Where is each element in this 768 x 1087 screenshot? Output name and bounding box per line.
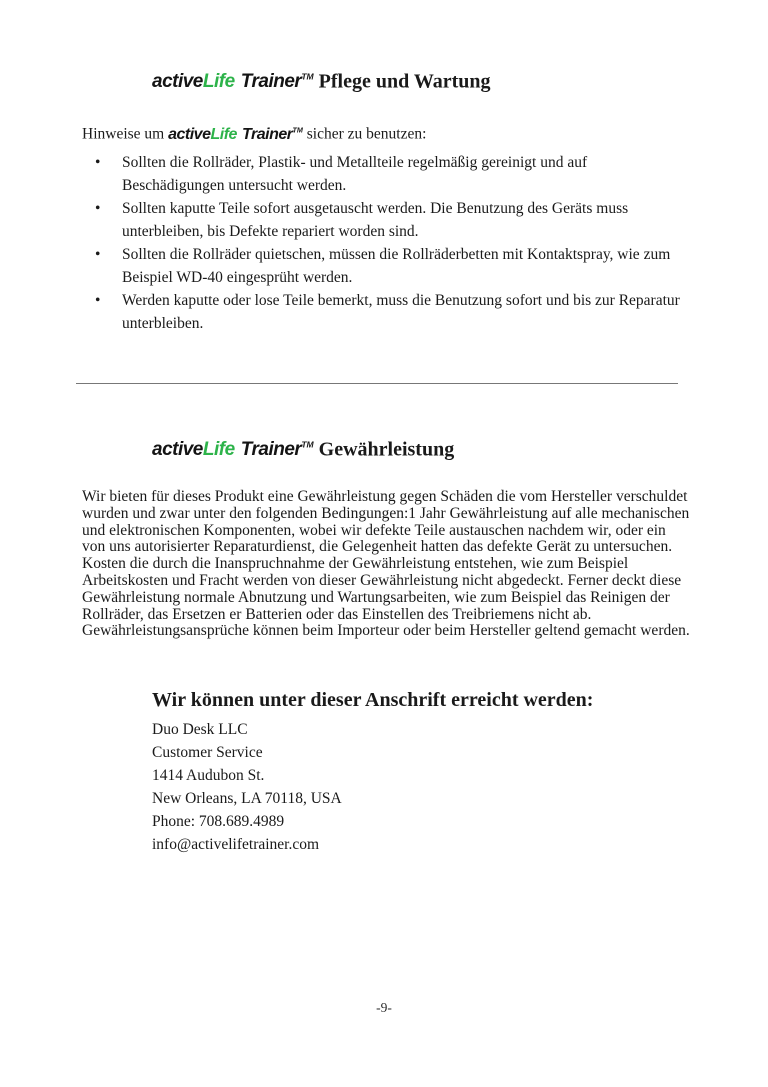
bullet-icon: •: [95, 199, 101, 217]
trademark-symbol: TM: [301, 439, 314, 450]
bullet-text: Sollten kaputte Teile sofort ausgetauscht werden. Die Benutzung des Geräts muss unterbleiben, bis Defekte repariert worden sind.: [122, 199, 629, 240]
section-divider: [76, 383, 678, 384]
contact-line-department: Customer Service: [152, 744, 263, 762]
brand-part-life: Life: [202, 438, 235, 460]
trademark-symbol: TM: [292, 125, 303, 135]
contact-line-company: Duo Desk LLC: [152, 721, 248, 739]
section1-intro: [82, 121, 692, 143]
section1-title: [152, 0, 692, 93]
bullet-text: Sollten die Rollräder, Plastik- und Metallteile regelmäßig gereinigt und auf Beschädigungen untersucht werden.: [122, 153, 588, 194]
brand-logo-inline: [168, 126, 303, 143]
bullet-icon: •: [95, 245, 101, 263]
brand-part-trainer: Trainer: [240, 438, 302, 460]
brand-part-life: Life: [202, 71, 235, 93]
list-item: [82, 151, 692, 197]
brand-logo: [152, 439, 314, 460]
list-item: [82, 289, 692, 335]
list-item: [82, 243, 692, 289]
brand-part-trainer: Trainer: [240, 71, 302, 93]
bullet-icon: •: [95, 291, 101, 309]
bullet-text: Werden kaputte oder lose Teile bemerkt, muss die Benutzung sofort und bis zur Reparatur unterbleiben.: [122, 291, 680, 332]
contact-heading: Wir können unter dieser Anschrift erreicht werden:: [152, 689, 594, 712]
contact-address-block: [152, 718, 692, 856]
contact-line-email: info@activelifetrainer.com: [152, 836, 320, 854]
brand-logo: [152, 71, 314, 92]
list-item: [82, 197, 692, 243]
brand-part-active: active: [168, 125, 211, 143]
brand-part-active: active: [152, 438, 203, 460]
contact-line-street: 1414 Audubon St.: [152, 767, 265, 785]
brand-part-trainer: Trainer: [242, 125, 293, 143]
brand-part-life: Life: [210, 125, 237, 143]
intro-prefix: Hinweise um: [82, 125, 169, 143]
warranty-paragraph: Wir bieten für dieses Produkt eine Gewährleistung gegen Schäden die vom Hersteller verschuldet wurden und zwar unter den folgenden Bedingungen:1 Jahr Gewährleistung auf alle mechanischen und elektronischen Komponenten, wobei wir defekte Teile austauschen nachdem wir, oder ein von uns autorisierter Reparaturdienst, die Gelegenheit hatten das defekte Gerät zu untersuchen. Kosten die durch die Inanspruchnahme der Gewährleistung entstehen, wie zum Beispiel Arbeitskosten und Fracht werden von dieser Gewährleistung nicht abgedeckt. Ferner deckt diese Gewährleistung normale Abnutzung und Wartungsarbeiten, wie zum Beispiel das Reinigen der Rollräder, das Ersetzen er Batterien oder das Einstellen des Treibriemens nicht ab. Gewährleistungsansprüche können beim Importeur oder beim Hersteller geltend gemacht werden.: [82, 487, 690, 640]
brand-part-active: active: [152, 71, 203, 93]
section2-title-text: Gewährleistung: [313, 437, 455, 460]
section2-title: [152, 434, 692, 461]
bullet-text: Sollten die Rollräder quietschen, müssen die Rollräderbetten mit Kontaktspray, wie zum Beispiel WD-40 eingesprüht werden.: [122, 245, 671, 286]
contact-line-city: New Orleans, LA 70118, USA: [152, 790, 342, 808]
intro-suffix: sicher zu benutzen:: [302, 125, 427, 143]
section1-title-text: Pflege und Wartung: [313, 70, 491, 93]
bullet-icon: •: [95, 153, 101, 171]
page-number: -9-: [376, 1000, 392, 1015]
maintenance-bullet-list: [82, 151, 692, 335]
contact-line-phone: Phone: 708.689.4989: [152, 813, 285, 831]
trademark-symbol: TM: [301, 72, 314, 82]
